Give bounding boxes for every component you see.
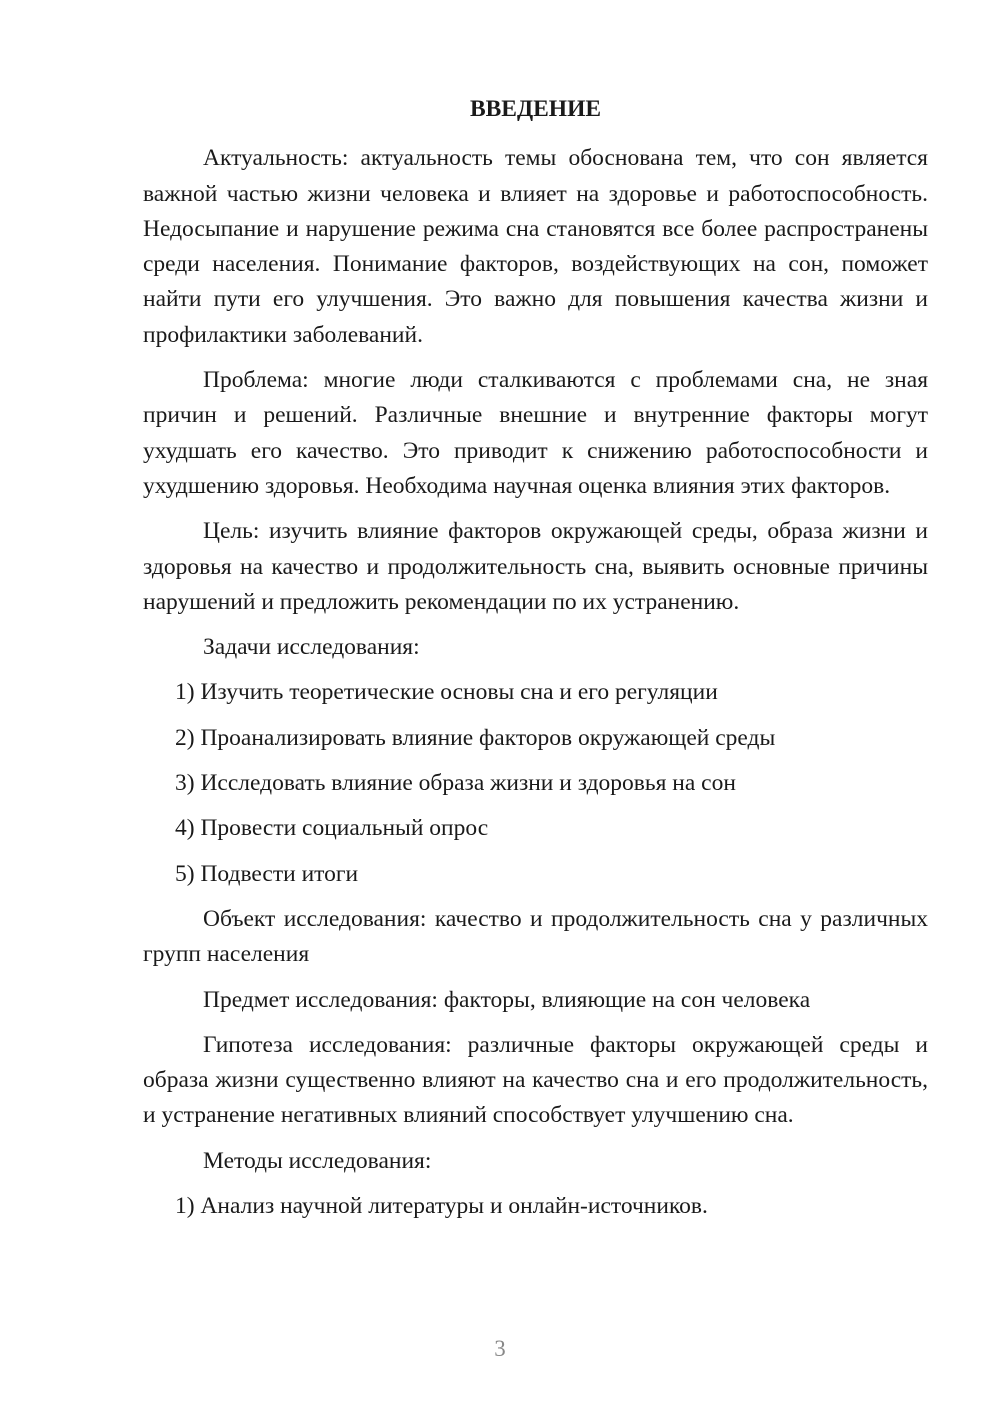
- list-item: 2) Проанализировать влияние факторов окружающей среды: [175, 724, 776, 751]
- document-page: [143, 92, 928, 1224]
- paragraph-object: Объект исследования: качество и продолжительность сна у различных групп населения: [143, 905, 928, 968]
- paragraph-relevance: Актуальность: актуальность темы обоснована тем, что сон является важной частью жизни человека и влияет на здоровье и работоспособность. Недосыпание и нарушение режима сна становятся все более распространены среди населения. Понимание факторов, воздействующих на сон, поможет найти пути его улучшения. Это важно для повышения качества жизни и профилактики заболеваний.: [143, 145, 928, 348]
- paragraph-hypothesis: Гипотеза исследования: различные факторы окружающей среды и образа жизни существенно влияют на качество сна и его продолжительность, и устранение негативных влияний способствует улучшению сна.: [143, 1031, 928, 1129]
- list-item: 5) Подвести итоги: [175, 860, 359, 887]
- tasks-heading: Задачи исследования:: [203, 634, 420, 661]
- paragraph-subject: Предмет исследования: факторы, влияющие на сон человека: [203, 986, 811, 1013]
- list-item: 4) Провести социальный опрос: [175, 815, 489, 842]
- section-title: ВВЕДЕНИЕ: [469, 96, 602, 122]
- tasks-list: [143, 675, 928, 891]
- list-item: 3) Исследовать влияние образа жизни и здоровья на сон: [175, 770, 736, 797]
- methods-list: [143, 1189, 928, 1224]
- paragraph-problem: Проблема: многие люди сталкиваются с проблемами сна, не зная причин и решений. Различные внешние и внутренние факторы могут ухудшать его качество. Это приводит к снижению работоспособности и ухудшению здоровья. Необходима научная оценка влияния этих факторов.: [143, 367, 928, 499]
- page-number: 3: [494, 1336, 506, 1361]
- paragraph-goal: Цель: изучить влияние факторов окружающей среды, образа жизни и здоровья на качество и продолжительность сна, выявить основные причины нарушений и предложить рекомендации по их устранению.: [143, 518, 928, 615]
- methods-heading: Методы исследования:: [203, 1147, 432, 1174]
- list-item: 1) Анализ научной литературы и онлайн-источников.: [175, 1193, 708, 1220]
- list-item: 1) Изучить теоретические основы сна и его регуляции: [175, 679, 718, 706]
